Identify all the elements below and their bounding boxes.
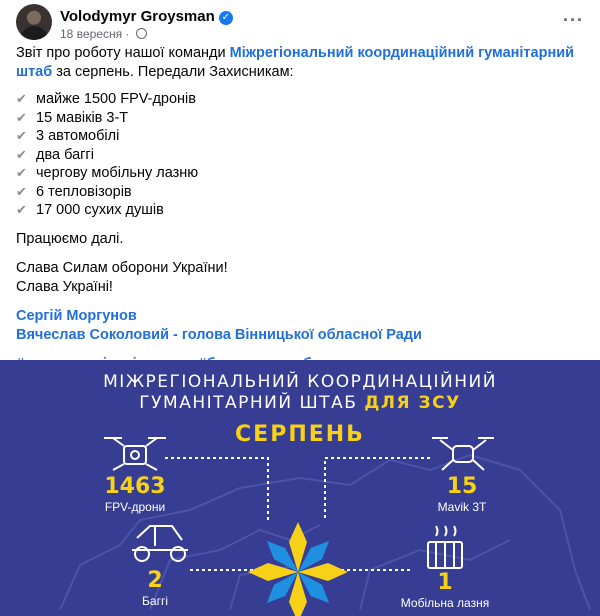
verified-badge-icon: ✓ — [219, 11, 233, 25]
globe-icon[interactable] — [136, 28, 147, 39]
check-mark-icon: ✔ — [16, 128, 27, 143]
delivered-items-list — [16, 90, 584, 220]
emblem-logo-icon — [248, 522, 348, 616]
post-date[interactable]: 18 вересня — [60, 27, 123, 41]
banner-title-line1: МІЖРЕГІОНАЛЬНИЙ КООРДИНАЦІЙНИЙ — [103, 372, 497, 392]
check-mark-icon: ✔ — [16, 202, 27, 217]
list-item — [16, 164, 584, 183]
closing-line-glory-ukraine: Слава Україні! — [16, 278, 113, 295]
more-options-button[interactable]: ··· — [563, 10, 584, 30]
author-name-text[interactable]: Volodymyr Groysman — [60, 8, 215, 25]
post-header — [16, 4, 584, 44]
avatar[interactable] — [16, 4, 52, 40]
intro-paragraph — [16, 44, 584, 82]
tagged-person-link[interactable]: Сергій Моргунов — [16, 307, 137, 324]
tagged-page-link[interactable]: Міжрегіональний координаційний гуманітарний штаб — [16, 45, 575, 80]
stat-bath-label: Мобільна лазня — [400, 596, 490, 610]
list-item — [16, 146, 584, 165]
list-item — [16, 109, 584, 128]
banner-title — [0, 372, 600, 414]
post-image-banner[interactable] — [0, 360, 600, 616]
check-mark-icon: ✔ — [16, 183, 27, 199]
list-item-text: 6 тепловізорів — [36, 183, 132, 200]
tagged-person-link[interactable]: Вячеслав Соколовий - голова Вінницької обласної Ради — [16, 326, 422, 343]
stat-fpv-label: FPV-дрони — [104, 500, 166, 514]
banner-month: СЕРПЕНЬ — [235, 422, 365, 447]
author-name[interactable] — [60, 8, 233, 25]
list-item — [16, 183, 584, 202]
stat-buggy-value: 2 — [147, 568, 163, 593]
intro-after: за серпень. Передали Захисникам: — [52, 64, 294, 80]
list-item-text: чергову мобільну лазню — [36, 165, 199, 181]
banner-title-line2 — [0, 393, 600, 414]
mobile-bath-icon — [428, 526, 462, 568]
list-item-text: майже 1500 FPV-дронів — [36, 91, 196, 107]
closing-line-work: Працюємо далі. — [16, 230, 124, 247]
list-item — [16, 90, 584, 109]
list-item-text: 3 автомобілі — [36, 128, 120, 144]
stat-buggy-label: Баггі — [142, 594, 168, 608]
banner-title-line2-accent: ДЛЯ ЗСУ — [364, 393, 461, 413]
check-mark-icon: ✔ — [16, 165, 27, 180]
check-mark-icon: ✔ — [16, 91, 27, 106]
list-item-text: 17 000 сухих душів — [36, 202, 164, 218]
check-mark-icon: ✔ — [16, 146, 27, 162]
stat-mavic-value: 15 — [446, 474, 478, 499]
list-item-text: два баггі — [36, 146, 94, 163]
stat-bath-value: 1 — [437, 570, 453, 595]
intro-before: Звіт про роботу нашої команди — [16, 45, 230, 61]
separator-dot: · — [125, 27, 130, 41]
list-item-text: 15 мавіків 3-Т — [36, 109, 129, 126]
list-item — [16, 201, 584, 220]
stat-fpv-value: 1463 — [104, 474, 166, 499]
list-item — [16, 127, 584, 146]
post-meta — [60, 27, 147, 41]
buggy-icon — [132, 526, 188, 561]
post-text — [16, 44, 584, 374]
check-mark-icon: ✔ — [16, 109, 27, 125]
banner-title-line2-white: ГУМАНІТАРНИЙ ШТАБ — [139, 393, 365, 413]
closing-line-glory-forces: Слава Силам оборони України! — [16, 259, 228, 276]
stat-mavic-label: Mavik 3T — [437, 500, 487, 514]
